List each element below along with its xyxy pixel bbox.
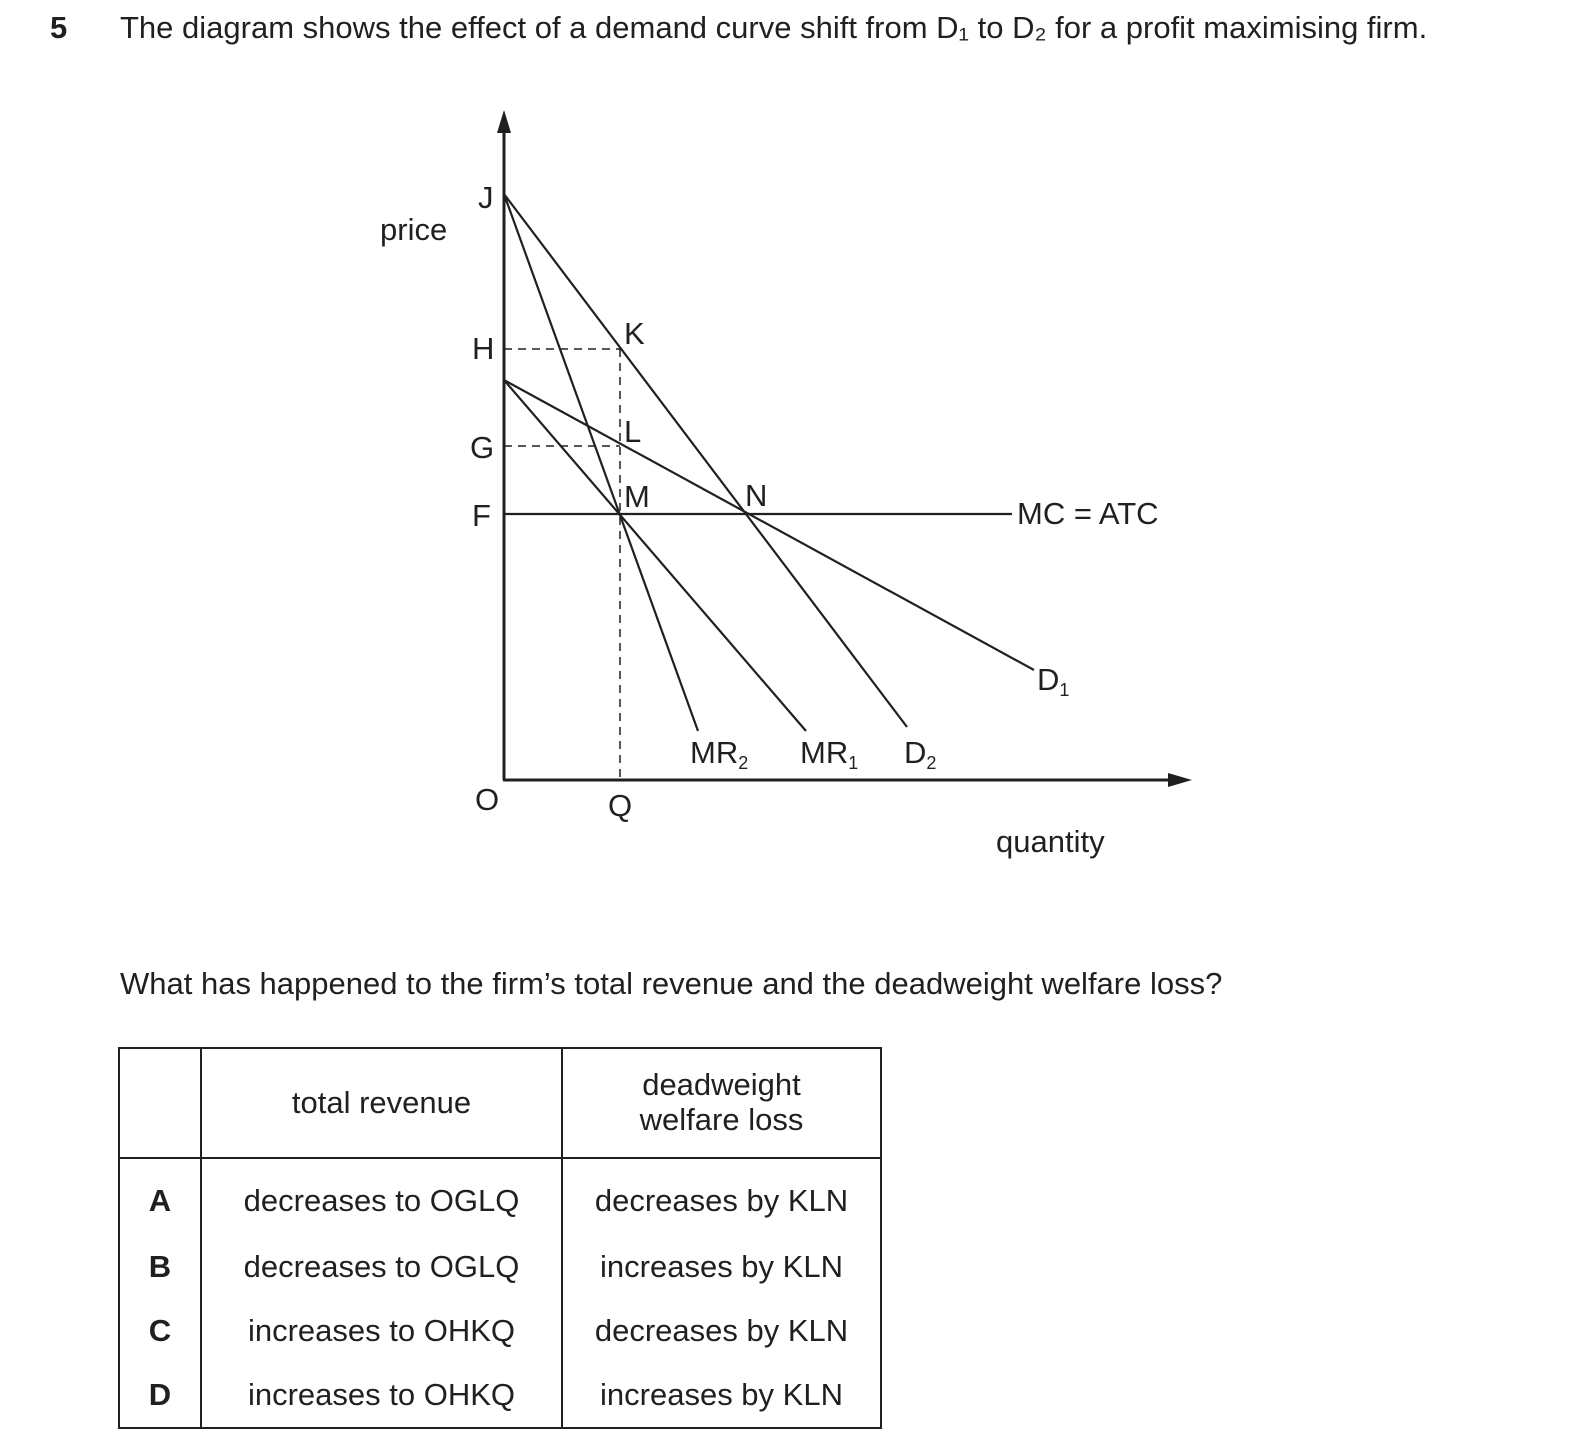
options-table-header bbox=[119, 1048, 881, 1158]
header-blank-cell bbox=[119, 1048, 201, 1158]
option-letter: A bbox=[119, 1158, 201, 1235]
label-n: N bbox=[745, 478, 768, 513]
option-row-c[interactable] bbox=[119, 1299, 881, 1363]
price-axis-arrow bbox=[497, 110, 511, 133]
origin-label: O bbox=[475, 782, 500, 817]
label-k: K bbox=[624, 316, 645, 351]
option-letter: C bbox=[119, 1299, 201, 1363]
mr2-label: MR2 bbox=[690, 735, 749, 773]
label-j: J bbox=[478, 180, 494, 215]
option-dwl: increases by KLN bbox=[562, 1235, 881, 1299]
header-total-revenue: total revenue bbox=[201, 1048, 562, 1158]
question-number: 5 bbox=[50, 10, 68, 45]
price-axis-label: price bbox=[380, 212, 448, 247]
label-m: M bbox=[624, 479, 650, 514]
label-l: L bbox=[624, 414, 642, 449]
question-text: The diagram shows the effect of a demand curve shift from D₁ to D₂ for a profit maximising firm. bbox=[120, 10, 1428, 45]
option-row-d[interactable] bbox=[119, 1363, 881, 1428]
option-dwl: increases by KLN bbox=[562, 1363, 881, 1428]
label-f: F bbox=[472, 498, 491, 533]
option-dwl: decreases by KLN bbox=[562, 1158, 881, 1235]
quantity-q-label: Q bbox=[608, 788, 633, 823]
d2-label: D2 bbox=[904, 735, 937, 773]
option-dwl: decreases by KLN bbox=[562, 1299, 881, 1363]
d2-curve bbox=[504, 194, 907, 727]
option-total-revenue: decreases to OGLQ bbox=[201, 1235, 562, 1299]
option-total-revenue: increases to OHKQ bbox=[201, 1299, 562, 1363]
header-deadweight-welfare-loss bbox=[562, 1048, 881, 1158]
mr2-curve bbox=[504, 194, 698, 731]
option-letter: D bbox=[119, 1363, 201, 1428]
header-dwl-line1: deadweight bbox=[642, 1067, 801, 1103]
label-g: G bbox=[470, 430, 495, 465]
mr1-label: MR1 bbox=[800, 735, 859, 773]
option-row-b[interactable] bbox=[119, 1235, 881, 1299]
option-letter: B bbox=[119, 1235, 201, 1299]
option-row-a[interactable] bbox=[119, 1158, 881, 1235]
option-total-revenue: decreases to OGLQ bbox=[201, 1158, 562, 1235]
label-h: H bbox=[472, 331, 495, 366]
mc-atc-label: MC = ATC bbox=[1017, 496, 1159, 531]
question-prompt: What has happened to the firm’s total revenue and the deadweight welfare loss? bbox=[120, 966, 1223, 1001]
quantity-axis-label: quantity bbox=[996, 824, 1105, 859]
options-table bbox=[118, 1047, 882, 1429]
mr1-curve bbox=[504, 380, 806, 731]
d1-label: D1 bbox=[1037, 662, 1070, 700]
option-total-revenue: increases to OHKQ bbox=[201, 1363, 562, 1428]
d1-curve bbox=[504, 380, 1034, 670]
header-dwl-line2: welfare loss bbox=[639, 1102, 804, 1137]
quantity-axis-arrow bbox=[1168, 773, 1192, 787]
